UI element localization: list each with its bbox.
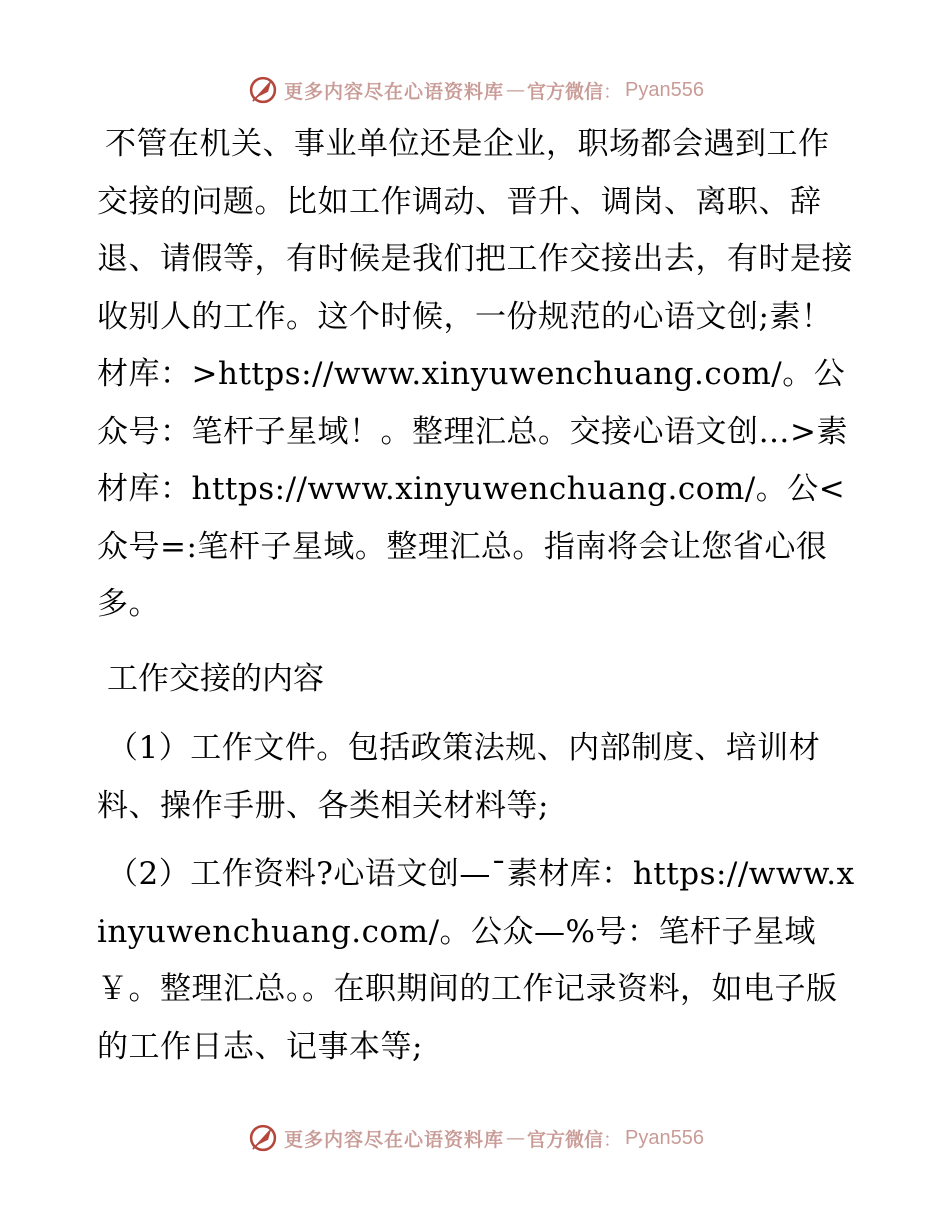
- footer-colon: ：: [603, 1128, 623, 1151]
- header-brand-text: 更多内容尽在心语资料库: [283, 80, 504, 103]
- header-separator: —: [506, 79, 525, 101]
- quill-logo-icon: [246, 1121, 280, 1155]
- footer-separator: —: [506, 1127, 525, 1149]
- header-banner: [0, 70, 950, 110]
- header-colon: ：: [603, 80, 623, 103]
- footer-wechat-label: 官方微信: [527, 1128, 604, 1151]
- document-body: [97, 116, 857, 1076]
- section-heading: 工作交接的内容: [107, 660, 324, 697]
- header-wechat-label: 官方微信: [527, 80, 604, 103]
- quill-logo-icon: [246, 73, 280, 107]
- footer-brand-text: 更多内容尽在心语资料库: [283, 1128, 504, 1151]
- list-item-2: （2）工作资料?心语文创—¯素材库：https://www.xinyuwenchuang.com/。公众—%号：笔杆子星域￥。整理汇总。。在职期间的工作记录资料，如电子版的工作日志、记事本等;: [97, 856, 855, 1065]
- intro-paragraph: 不管在机关、事业单位还是企业，职场都会遇到工作交接的问题。比如工作调动、晋升、调岗、离职、辞退、请假等，有时候是我们把工作交接出去，有时是接收别人的工作。这个时候，一份规范的心语文创;素！材库：>https://www.xinyuwenchuang.com/。公众号：笔杆子星域！。整理汇总。交接心语文创…>素材库：https://www.xinyuwenchuang.com/。公<众号=:笔杆子星域。整理汇总。指南将会让您省心很多。: [97, 126, 853, 622]
- footer-wechat-id: Pyan556: [625, 1126, 704, 1149]
- list-item-1: （1）工作文件。包括政策法规、内部制度、培训材料、操作手册、各类相关材料等;: [97, 730, 821, 824]
- header-wechat-id: Pyan556: [625, 78, 704, 101]
- footer-banner: [0, 1118, 950, 1158]
